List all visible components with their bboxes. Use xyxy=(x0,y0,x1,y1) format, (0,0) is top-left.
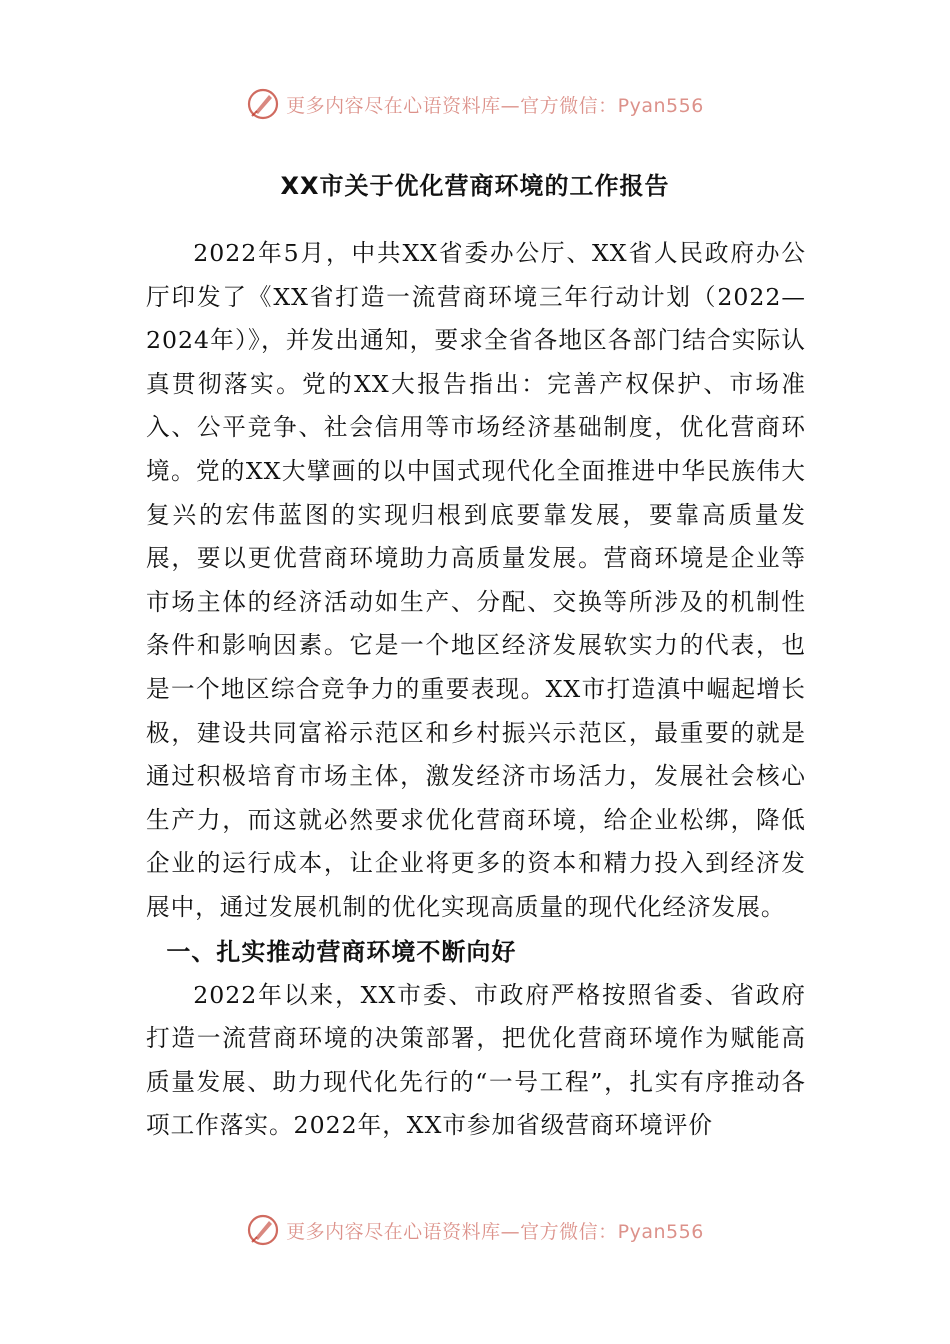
document-body xyxy=(146,232,806,1148)
paragraph: 2022年以来，XX市委、市政府严格按照省委、省政府打造一流营商环境的决策部署，把优化营商环境作为赋能高质量发展、助力现代化先行的“一号工程”，扎实有序推动各项工作落实。2022年，XX市参加省级营商环境评价 xyxy=(146,980,806,1140)
watermark-text: 更多内容尽在心语资料库—官方微信：Pyan556 xyxy=(286,1220,704,1243)
footer-watermark xyxy=(0,1210,950,1250)
quill-logo-icon xyxy=(246,1213,280,1247)
watermark-text: 更多内容尽在心语资料库—官方微信：Pyan556 xyxy=(286,94,704,117)
section-heading: 一、扎实推动营商环境不断向好 xyxy=(166,937,517,966)
paragraph: 2022年5月，中共XX省委办公厅、XX省人民政府办公厅印发了《XX省打造一流营商环境三年行动计划（2022—2024年）》，并发出通知，要求全省各地区各部门结合实际认真贯彻落实。党的XX大报告指出：完善产权保护、市场准入、公平竞争、社会信用等市场经济基础制度，优化营商环境。党的XX大擘画的以中国式现代化全面推进中华民族伟大复兴的宏伟蓝图的实现归根到底要靠发展，要靠高质量发展，要以更优营商环境助力高质量发展。营商环境是企业等市场主体的经济活动如生产、分配、交换等所涉及的机制性条件和影响因素。它是一个地区经济发展软实力的代表，也是一个地区综合竞争力的重要表现。XX市打造滇中崛起增长极，建设共同富裕示范区和乡村振兴示范区，最重要的就是通过积极培育市场主体，激发经济市场活力，发展社会核心生产力，而这就必然要求优化营商环境，给企业松绑，降低企业的运行成本，让企业将更多的资本和精力投入到经济发展中，通过发展机制的优化实现高质量的现代化经济发展。 xyxy=(146,239,806,921)
quill-logo-icon xyxy=(246,87,280,121)
header-watermark xyxy=(0,84,950,124)
document-title: XX市关于优化营商环境的工作报告 xyxy=(280,172,670,200)
